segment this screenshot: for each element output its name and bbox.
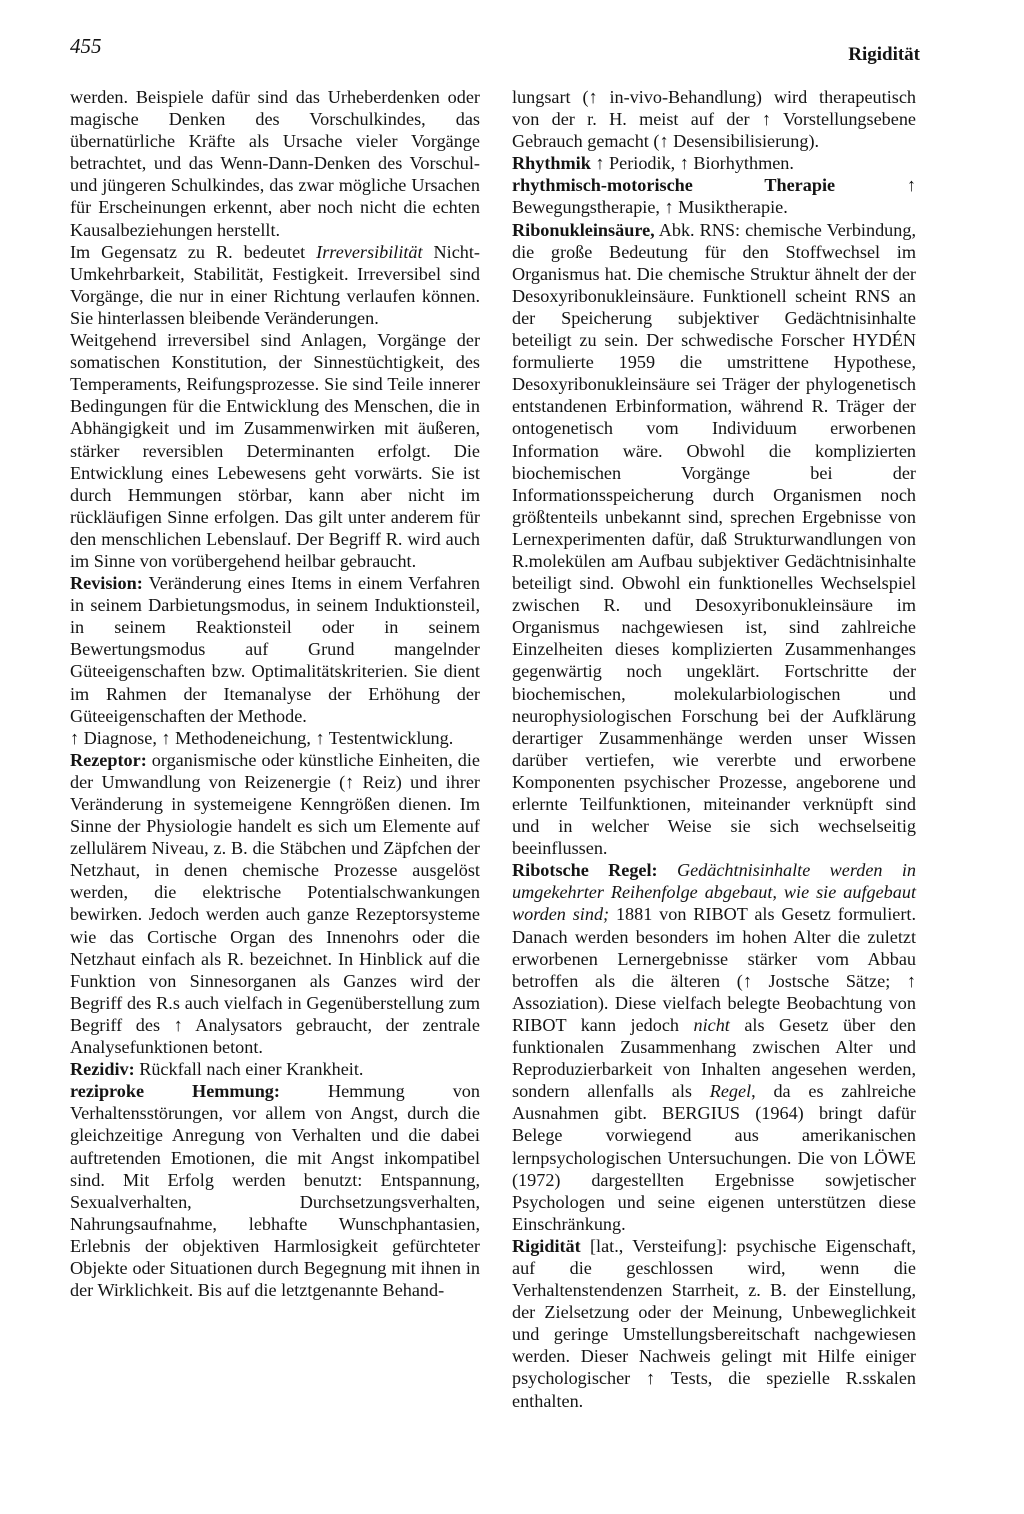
entry-term: Rezeptor:	[70, 749, 147, 770]
entry-ribonukleinsaeure	[512, 219, 916, 860]
running-head: Rigidität	[848, 44, 920, 65]
entry-reziproke-hemmung	[70, 1080, 480, 1301]
entry-rezeptor	[70, 749, 480, 1058]
entry-rhythmisch-motorische-therapie	[512, 174, 916, 218]
emphasis-word: Regel	[709, 1081, 752, 1102]
entry-text: Abk. RNS: chemische Verbindung, die große Bedeutung für den Stoffwechsel im Organismus hat. Die chemische Struktur ähnelt der der Desoxyribonukleinsäure. Funktionell scheint RNS an der Speicherung subjektiver Gedächtnisinhalte beteiligt zu sein. Der schwedische Forscher HYDÉN formulierte 1959 die umstrittene Hypothese, Desoxyribonukleinsäure sei Träger der phylogenetisch entstandenen Erbinformation, während R. Träger der ontogenetisch vom Individuum erworbenen Information wäre. Obwohl die komplizierten biochemischen Vorgänge bei der Informationsspeicherung durch Organismen noch größtenteils unbekannt sind, sprechen Ergebnisse von Lernexperimenten dafür, daß Strukturwandlungen von R.molekülen am Aufbau subjektiver Gedächtnisinhalte beteiligt sind. Obwohl ein funktionelles Wechselspiel zwischen R. und Desoxyribonukleinsäure im Organismus nachgewiesen ist, sind zahlreiche Einzelheiten dieses komplizierten Zusammenhanges gegenwärtig noch ungeklärt. Fortschritte der biochemischen, molekularbiologischen und neurophysiologischen Forschung bei der Aufklärung derartiger Zusammenhänge werden unser Wissen darüber vertiefen, wie vererbte und erworbene Komponenten psychischer Prozesse, angeborene und erlernte Teilfunktionen, miteinander verknüpft sind und in welcher Weise sie sich wechselseitig beeinflussen.	[512, 219, 916, 859]
entry-term: Ribotsche Regel:	[512, 860, 658, 881]
entry-term: Revision:	[70, 573, 143, 594]
emphasis-definition: Gedächtnisinhalte werden in umgekehrter Reihenfolge abgebaut, wie sie aufgebaut worden sind;	[512, 860, 916, 925]
entry-term: Rhythmik	[512, 153, 591, 174]
paragraph-irreversibility	[70, 241, 480, 329]
entry-text: [lat., Versteifung]: psychische Eigenschaft, auf die geschlossen wird, wenn die Verhaltenstendenzen Starrheit, z. B. der Einstellung, der Zielsetzung oder der Meinung, Unbeweglichkeit und geringe Umstellungsbereitschaft nachgewiesen werden. Dieser Nachweis gelingt mit Hilfe einiger psychologischer ↑ Tests, die spezielle R.sskalen enthalten.	[512, 1235, 916, 1411]
entry-text: ↑ Periodik, ↑ Biorhythmen.	[590, 153, 794, 174]
entry-text: Veränderung eines Items in einem Verfahren in seinem Darbietungsmodus, in seinem Induktionsteil, in seinem Reaktionsteil oder in seinem Bewertungsmodus auf Grund mangelnder Güteeigenschaften bzw. Optimalitätskriterien. Sie dient im Rahmen der Itemanalyse der Erhöhung der Güteeigenschaften der Methode.	[70, 573, 480, 726]
emphasis-word: nicht	[693, 1014, 730, 1035]
entry-rigiditaet	[512, 1235, 916, 1412]
entry-term: Rezidiv:	[70, 1059, 135, 1080]
entry-term: Ribonukleinsäure,	[512, 219, 655, 240]
entry-text: ↑ Bewegungstherapie, ↑ Musiktherapie.	[512, 175, 917, 218]
entry-text: als Gesetz über den funktionalen Zusammenhang zwischen Alter und Reproduzierbarkeit von Inhalten angesehen werden, sondern allenfalls als	[512, 1014, 916, 1102]
page-number: 455	[70, 34, 102, 58]
text-run: Nicht-Umkehrbarkeit, Stabilität, Festigkeit. Irreversibel sind Vorgänge, die nur in einer Richtung verlaufen können. Sie hinterlassen bleibende Veränderungen.	[70, 241, 480, 328]
left-column	[70, 86, 480, 1301]
entry-revision	[70, 572, 480, 727]
entry-text: Rückfall nach einer Krankheit.	[134, 1059, 364, 1080]
paragraph-continuation: lungsart (↑ in-vivo-Behandlung) wird therapeutisch von der r. H. meist auf der ↑ Vorstellungsebene Gebrauch gemacht (↑ Desensibilisierung).	[512, 87, 916, 152]
entry-rhythmik	[512, 152, 916, 174]
emphasis-term: Irreversibilität	[316, 241, 423, 262]
entry-text: 1881 von RIBOT als Gesetz formuliert. Danach werden besonders im hohen Alter die zuletzt erworbenen Lernergebnisse stärker vom Abbau betroffen als die älteren (↑ Jostsche Sätze; ↑ Assoziation). Diese vielfach belegte Beobachtung von RIBOT kann jedoch	[512, 904, 917, 1035]
entry-rezidiv	[70, 1058, 480, 1080]
text-run: Im Gegensatz zu R. bedeutet	[70, 241, 317, 262]
entry-revision-refs: ↑ Diagnose, ↑ Methodeneichung, ↑ Testentwicklung.	[70, 727, 454, 748]
entry-text: , da es zahlreiche Ausnahmen gibt. BERGIUS (1964) bringt dafür Belege vorwiegend aus amerikanischen lernpsychologischen Untersuchungen. Die von LÖWE (1972) dargestellten Ergebnisse sowjetischer Psychologen und seine eigenen unterstützen diese Einschränkung.	[512, 1081, 916, 1234]
paragraph-reversibility-end: werden. Beispiele dafür sind das Urheberdenken oder magische Denken des Vorschulkindes, das übernatürliche Kräfte als Ursache vieler Vorgänge betrachtet, und das Wenn-Dann-Denken des Vorschul- und jüngeren Schulkindes, das zwar mögliche Ursachen für Erscheinungen erkennt, aber noch nicht die echten Kausalbeziehungen herstellt.	[70, 87, 480, 240]
entry-text: organismische oder künstliche Einheiten, die der Umwandlung von Reizenergie (↑ Reiz) und ihrer Veränderung in systemeigene Kenngrößen dienen. Im Sinne der Physiologie handelt es sich um Elemente auf zellulärem Niveau, z. B. die Stäbchen und Zäpfchen der Netzhaut, in denen chemische Prozesse ausgelöst werden, die elektrische Potentialschwankungen bewirken. Jedoch werden auch ganze Rezeptorsysteme wie das Cortische Organ des Innenohrs oder die Netzhaut einfach als R. bezeichnet. In Hinblick auf die Funktion von Sinnesorganen als Ganzes wird der Begriff des R.s auch vielfach in Gegenüberstellung zum Begriff des ↑ Analysators gebraucht, der zentrale Analysefunktionen betont.	[70, 749, 480, 1058]
paragraph-irreversible-factors: Weitgehend irreversibel sind Anlagen, Vorgänge der somatischen Konstitution, der Sinnestüchtigkeit, des Temperaments, Reifungsprozesse. Sie sind Teile innerer Bedingungen für die Entwicklung des Menschen, die in Abhängigkeit und im Zusammenwirken mit äußeren, stärker reversiblen Determinanten erfolgt. Die Entwicklung eines Lebewesens geht vorwärts. Sie ist durch Hemmungen störbar, kann aber nicht im rückläufigen Sinne erfolgen. Das gilt unter anderem für den menschlichen Lebenslauf. Der Begriff R. wird auch im Sinne von vorübergehend heilbar gebraucht.	[70, 330, 480, 571]
entry-term: rhythmisch-motorische Therapie	[512, 175, 836, 196]
right-column	[512, 86, 916, 1412]
entry-text: Hemmung von Verhaltensstörungen, vor allem von Angst, durch die gleichzeitige Anregung von Verhalten und die dabei auftretenden Emotionen, die mit Angst inkompatibel sind. Mit Erfolg werden benutzt: Entspannung, Sexualverhalten, Durchsetzungsverhalten, Nahrungsaufnahme, lebhafte Wunschphantasien, Erlebnis der objektiven Harmlosigkeit gefürchteter Objekte oder Situationen durch Begegnung mit ihnen in der Wirklichkeit. Bis auf die letztgenannte Behand-	[70, 1081, 480, 1301]
entry-ribotsche-regel	[512, 859, 916, 1235]
entry-term: reziproke Hemmung:	[70, 1081, 280, 1102]
entry-term: Rigidität	[512, 1235, 581, 1256]
